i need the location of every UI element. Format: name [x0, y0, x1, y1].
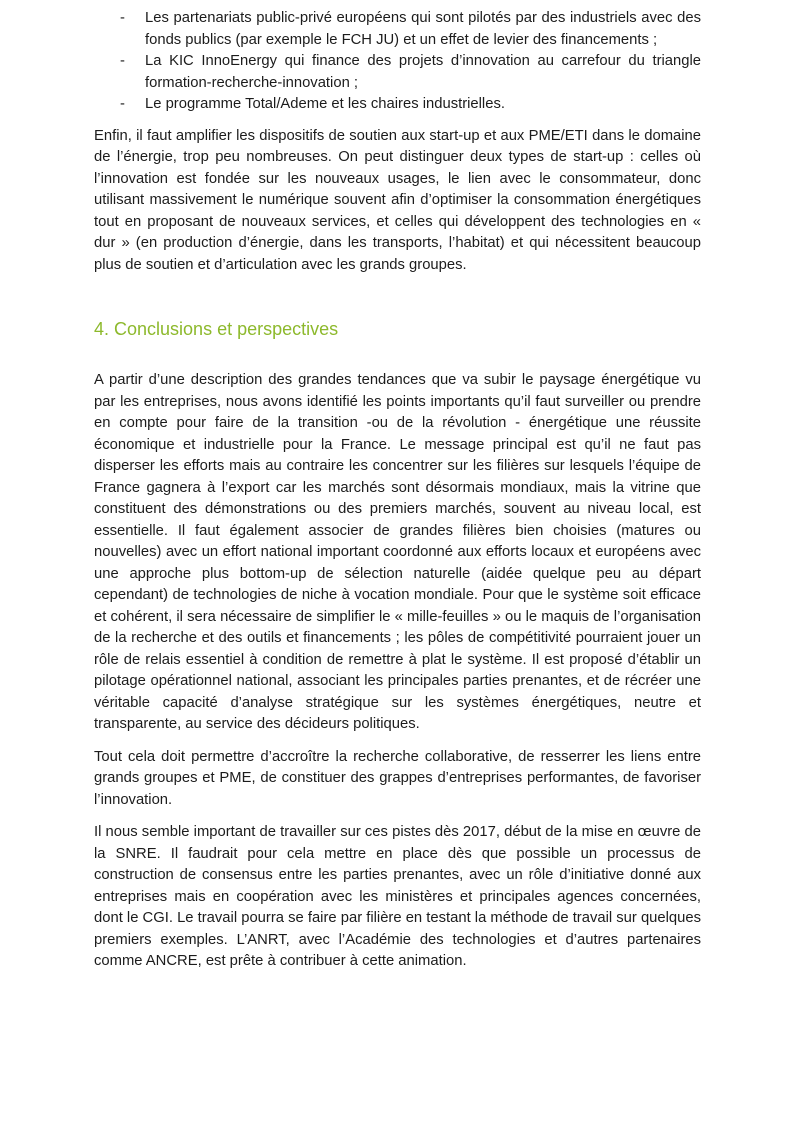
paragraph-conclusion: A partir d’une description des grandes tendances que va subir le paysage énergétique vu par les entreprises, nous avons identifié les points importants qu’il faut surveiller ou prendre en compte pour faire de la transition -ou de la révolution - énergétique une réussite économique et industrielle pour la France. Le message principal est qu’il ne faut pas disperser les efforts mais au contraire les concentrer sur les filières sur lesquels l’équipe de France gagnera à l’export car les marchés sont désormais mondiaux, mais la vitrine que constituent des démonstrations ou des premiers marchés, souvent au niveau local, est essentielle. Il faut également associer de grandes filières bien choisies (matures ou nouvelles) avec un effort national important coordonné aux efforts locaux et européens avec une approche plus bottom-up de sélection naturelle (aidée quelque peu au départ cependant) de technologies de niche à vocation mondiale. Pour que le système soit efficace et cohérent, il sera nécessaire de simplifier le « mille-feuilles » ou le maquis de l’organisation de la recherche et des outils et financements ; les pôles de compétitivité pourraient jouer un rôle de relais essentiel à condition de remettre à plat le système. Il est proposé d’établir un pilotage opérationnel national, associant les principales parties prenantes, et de récréer une véritable capacité d’analyse stratégique sur les systèmes énergétiques, neutre et transparente, au service des décideurs politiques. — [94, 372, 701, 732]
bullet-text: Le programme Total/Ademe et les chaires industrielles. — [145, 96, 505, 112]
bullet-text: Les partenariats public-privé européens qui sont pilotés par des industriels avec des fonds publics (par exemple le FCH JU) et un effet de levier des financements ; — [145, 10, 701, 48]
bullet-dash: - — [120, 96, 125, 112]
paragraph-collaboration: Tout cela doit permettre d’accroître la recherche collaborative, de resserrer les liens entre grands groupes et PME, de constituer des grappes d’entreprises performantes, de favoriser l’innovation. — [94, 748, 701, 808]
bullet-dash: - — [120, 53, 125, 69]
section-heading: 4. Conclusions et perspectives — [94, 319, 339, 339]
bullet-text: La KIC InnoEnergy qui finance des projets d’innovation au carrefour du triangle formation-recherche-innovation ; — [145, 53, 701, 91]
list-item — [120, 94, 701, 116]
bullet-list — [120, 8, 701, 116]
paragraph-next-steps: Il nous semble important de travailler sur ces pistes dès 2017, début de la mise en œuvre de la SNRE. Il faudrait pour cela mettre en place dès que possible un processus de construction de consensus entre les parties prenantes, avec un rôle d’initiative donné aux entreprises mais en coopération avec les ministères et principales agences concernées, dont le CGI. Le travail pourra se faire par filière en testant la méthode de travail sur quelques premiers exemples. L’ANRT, avec l’Académie des technologies et d’autres partenaires comme ANCRE, est prête à contribuer à cette animation. — [94, 824, 702, 969]
list-item — [120, 51, 701, 94]
bullet-dash: - — [120, 10, 125, 26]
list-item — [120, 8, 701, 51]
paragraph-startups: Enfin, il faut amplifier les dispositifs de soutien aux start-up et aux PME/ETI dans le domaine de l’énergie, trop peu nombreuses. On peut distinguer deux types de start-up : celles où l’innovation est fondée sur les nouveaux usages, le lien avec le consommateur, donc utilisant massivement le numérique souvent afin d’optimiser la consommation énergétiques tout en proposant de nouveaux services, et celles qui développent des technologies en « dur » (en production d’énergie, dans les transports, l’habitat) et qui nécessitent beaucoup plus de soutien et d’articulation avec les grands groupes. — [94, 127, 701, 273]
